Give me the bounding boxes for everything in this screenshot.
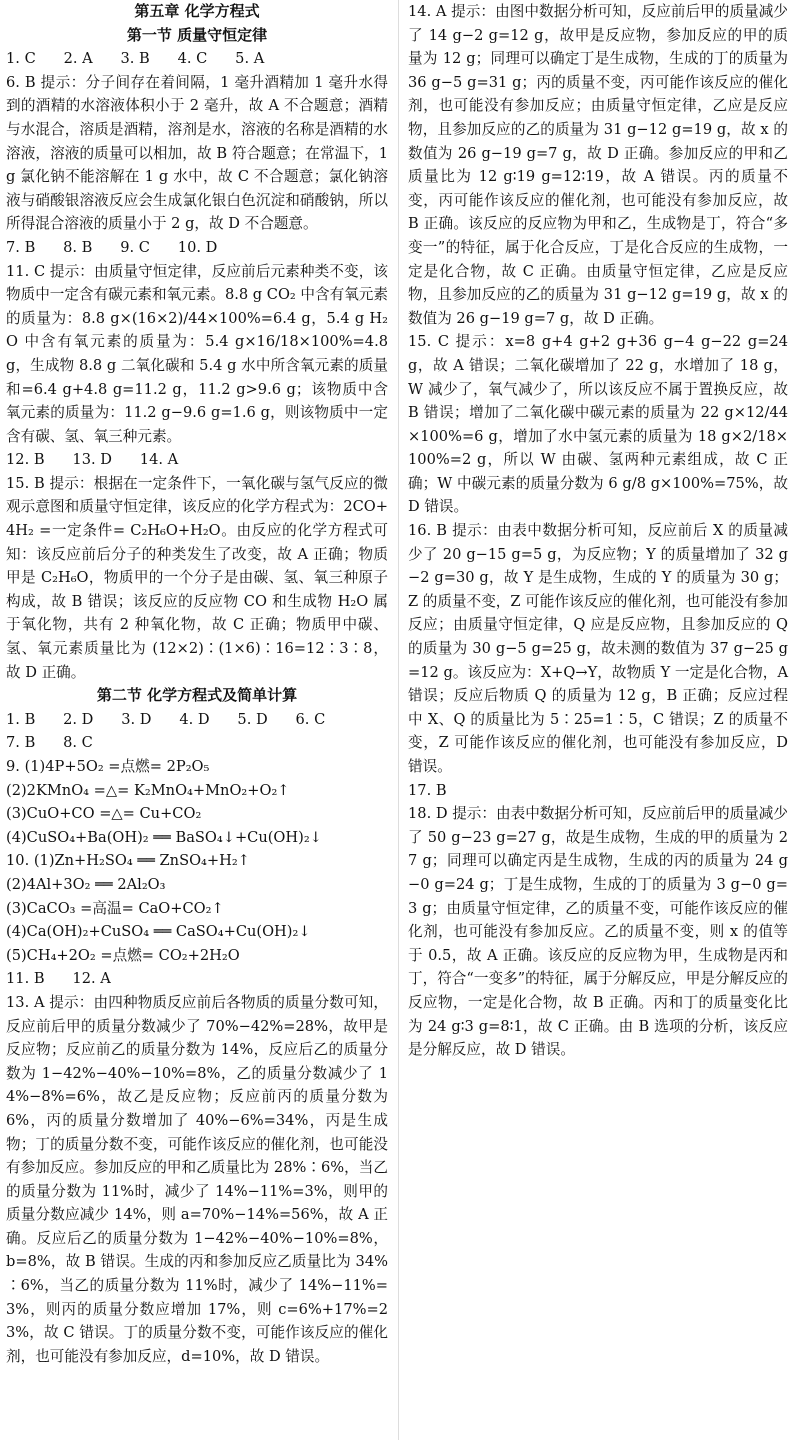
answer-line: 12. B 13. D 14. A: [6, 451, 179, 469]
right-column: [408, 0, 788, 1062]
answer-line: 7. B 8. B 9. C 10. D: [6, 238, 218, 256]
equation-line: (3)CaCO₃ =高温= CaO+CO₂↑: [6, 899, 224, 917]
answer-line: 17. B: [408, 781, 447, 799]
equation-line: (4)CuSO₄+Ba(OH)₂ ══ BaSO₄↓+Cu(OH)₂↓: [6, 828, 322, 846]
equation-line: 10. (1)Zn+H₂SO₄ ══ ZnSO₄+H₂↑: [6, 852, 250, 870]
answer-line: 11. B 12. A: [6, 970, 111, 988]
answer-explanation: 14. A 提示：由图中数据分析可知，反应前后甲的质量减少了 14 g−2 g=12 g，故甲是反应物，参加反应的甲的质量为 12 g；同理可以确定丁是生成物，生成的丁的质量为 36 g−5 g=31 g；丙的质量不变，丙可能作该反应的催化剂，也可能没有参加反应；由质量守恒定律，乙应是反应物，且参加反应的乙的质量为 31 g−12 g=19 g，故 x 的数值为 26 g−19 g=7 g，故 D 正确。参加反应的甲和乙质量比为 12 g∶19 g=12∶19，故 A 错误。丙的质量不变，丙可能作该反应的催化剂，也可能没有参加反应，故 B 正确。该反应的反应物为甲和乙，生成物是丁，符合“多变一”的特征，属于化合反应，丁是化合反应的生成物，一定是化合物，故 C 正确。由质量守恒定律，乙应是反应物，且参加反应的乙的质量为 31 g−12 g=19 g，故 x 的数值为 26 g−19 g=7 g，故 D 正确。: [408, 3, 788, 327]
answer-explanation: 18. D 提示：由表中数据分析可知，反应前后甲的质量减少了 50 g−23 g=27 g，故是生成物，生成的甲的质量为 27 g；同理可以确定丙是生成物，生成的丙的质量为 24 g−0 g=24 g；丁是生成物，生成的丁的质量为 3 g−0 g=3 g；由质量守恒定律，乙的质量不变，可能作该反应的催化剂，也可能没有参加反应。乙的质量不变，则 x 的值等于 0.5，故 A 正确。该反应的反应物为甲，生成物是丙和丁，符合“一变多”的特征，属于分解反应，甲是分解反应的反应物，一定是化合物，故 B 正确。丙和丁的质量变化比为 24 g∶3 g=8∶1，故 C 正确。由 B 选项的分析，该反应是分解反应，故 D 错误。: [408, 805, 788, 1059]
equation-line: (2)4Al+3O₂ ══ 2Al₂O₃: [6, 875, 166, 893]
answer-line: 1. C 2. A 3. B 4. C 5. A: [6, 50, 265, 68]
answer-line: 7. B 8. C: [6, 734, 93, 752]
column-divider: [398, 0, 399, 1440]
answer-line: 1. B 2. D 3. D 4. D 5. D 6. C: [6, 710, 326, 728]
left-column: [6, 0, 388, 1368]
equation-line: (5)CH₄+2O₂ =点燃= CO₂+2H₂O: [6, 946, 240, 964]
answer-explanation: 11. C 提示：由质量守恒定律，反应前后元素种类不变，该物质中一定含有碳元素和氧元素。8.8 g CO₂ 中含有氧元素的质量为：8.8 g×(16×2)/44×100%=6.4 g，5.4 g H₂O 中含有氧元素的质量为：5.4 g×16/18×100%=4.8 g，生成物 8.8 g 二氧化碳和 5.4 g 水中所含氧元素的质量和=6.4 g+4.8 g=11.2 g，11.2 g>9.6 g；该物质中含氧元素的质量为：11.2 g−9.6 g=1.6 g，则该物质中一定含有碳、氢、氧三种元素。: [6, 262, 388, 445]
answer-explanation: 15. B 提示：根据在一定条件下，一氧化碳与氢气反应的微观示意图和质量守恒定律，该反应的化学方程式为：2CO+4H₂ =一定条件= C₂H₆O+H₂O。由反应的化学方程式可知：该反应前后分子的种类发生了改变，故 A 正确；物质甲是 C₂H₆O，物质甲的一个分子是由碳、氢、氧三种原子构成，故 B 错误；该反应的反应物 CO 和生成物 H₂O 属于氧化物，共有 2 种氧化物，故 C 正确；物质甲中碳、氢、氧元素质量比为 (12×2)∶(1×6)∶16=12∶3∶8，故 D 正确。: [6, 474, 388, 681]
equation-line: (3)CuO+CO =△= Cu+CO₂: [6, 805, 202, 823]
equation-line: 9. (1)4P+5O₂ =点燃= 2P₂O₅: [6, 758, 210, 775]
answer-explanation: 13. A 提示：由四种物质反应前后各物质的质量分数可知，反应前后甲的质量分数减少了 70%−42%=28%，故甲是反应物；反应前乙的质量分数为 14%，反应后乙的质量分数为 1−42%−40%−10%=8%，乙的质量分数减少了 14%−8%=6%，故乙是反应物；反应前丙的质量分数为 6%，丙的质量分数增加了 40%−6%=34%，丙是生成物；丁的质量分数不变，可能作该反应的催化剂，也可能没有参加反应。参加反应的甲和乙质量比为 28%∶6%，当乙的质量分数为 11%时，减少了 14%−11%=3%，则甲的质量分数应减少 14%，则 a=70%−14%=56%，故 A 正确。反应后乙的质量分数为 1−42%−40%−10%=8%，b=8%，故 B 错误。生成的丙和参加反应乙质量比为 34%∶6%，当乙的质量分数为 11%时，减少了 14%−11%=3%，则丙的质量分数应增加 17%，则 c=6%+17%=23%，故 C 错误。丁的质量分数不变，可能作该反应的催化剂，也可能没有参加反应，d=10%，故 D 错误。: [6, 993, 388, 1365]
equation-line: (4)Ca(OH)₂+CuSO₄ ══ CaSO₄+Cu(OH)₂↓: [6, 923, 311, 941]
answer-explanation: 15. C 提示：x=8 g+4 g+2 g+36 g−4 g−22 g=24 g，故 A 错误；二氧化碳增加了 22 g，水增加了 18 g，W 减少了，氧气减少了，所以该反应不属于置换反应，故 B 错误；增加了二氧化碳中碳元素的质量为 22 g×12/44×100%=6 g，增加了水中氢元素的质量为 18 g×2/18×100%=2 g，所以 W 由碳、氢两种元素组成，故 C 正确；W 中碳元素的质量分数为 6 g/8 g×100%=75%，故 D 错误。: [408, 333, 788, 516]
section-heading: 第二节 化学方程式及简单计算: [96, 686, 298, 705]
answer-explanation: 16. B 提示：由表中数据分析可知，反应前后 X 的质量减少了 20 g−15 g=5 g，为反应物；Y 的质量增加了 32 g−2 g=30 g，故 Y 是生成物，生成的 Y 的质量为 30 g；Z 的质量不变，Z 可能作该反应的催化剂，也可能没有参加反应；由质量守恒定律，Q 应是反应物，且参加反应的 Q 的质量为 30 g−5 g=25 g，故未测的数值为 37 g−25 g=12 g。该反应为：X+Q→Y，故物质 Y 一定是化合物，A 错误；反应后物质 Q 的质量为 12 g，B 正确；反应过程中 X、Q 的质量比为 5∶25=1∶5，C 错误；Z 的质量不变，Z 可能作该反应的催化剂，也可能没有参加反应，D 错误。: [408, 522, 788, 775]
answer-explanation: 6. B 提示：分子间存在着间隔，1 毫升酒精加 1 毫升水得到的酒精的水溶液体积小于 2 毫升，故 A 不合题意；酒精与水混合，溶质是酒精，溶剂是水，溶液的名称是酒精的水溶液，溶液的质量可以相加，故 B 符合题意；在常温下，1 g 氯化钠不能溶解在 1 g 水中，故 C 不合题意；氯化钠溶液与硝酸银溶液反应会生成氯化银白色沉淀和硝酸钠，所以所得混合溶液的质量小于 2 g，故 D 不合题意。: [6, 73, 388, 233]
equation-line: (2)2KMnO₄ =△= K₂MnO₄+MnO₂+O₂↑: [6, 781, 290, 799]
section-heading: 第一节 质量守恒定律: [126, 25, 268, 44]
section-heading: 第五章 化学方程式: [134, 2, 260, 20]
